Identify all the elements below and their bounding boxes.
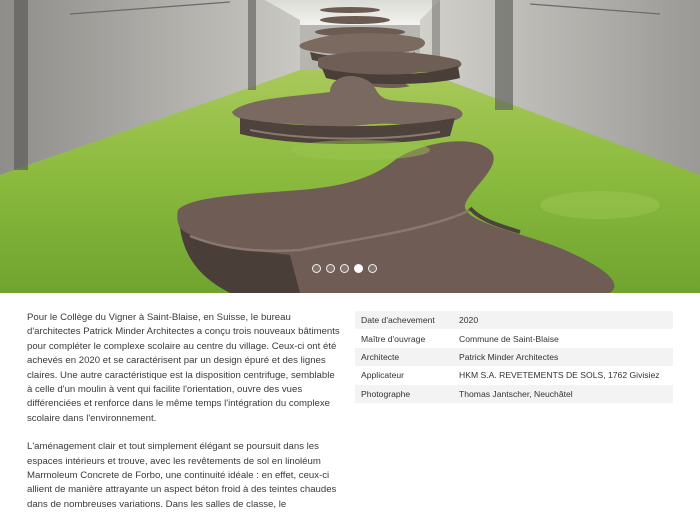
article-body xyxy=(27,311,342,526)
fact-value: Thomas Jantscher, Neuchâtel xyxy=(453,385,673,403)
project-facts-table xyxy=(355,311,673,403)
article-paragraph: L'aménagement clair et tout simplement élégant se poursuit dans les espaces intérieurs et trouve, avec les revêtements de sol en linoléum Marmoleum Concrete de Forbo, une continuité idéale : en effet, ceux-ci allient de manière attrayante un aspect béton froid à des teintes chaudes dans de nombreuses variations. Dans les salles de classe, le xyxy=(27,441,337,510)
fact-value: 2020 xyxy=(453,311,673,329)
carousel-dot-active[interactable] xyxy=(354,264,363,273)
table-row xyxy=(355,385,673,403)
carousel-dot[interactable] xyxy=(368,264,377,273)
fact-label: Applicateur xyxy=(361,370,404,381)
fact-value: Patrick Minder Architectes xyxy=(453,348,673,366)
carousel-dot[interactable] xyxy=(326,264,335,273)
fact-label: Date d'achevement xyxy=(355,311,453,329)
fact-label: Architecte xyxy=(355,348,453,366)
fact-label: Maître d'ouvrage xyxy=(361,333,426,344)
table-row xyxy=(355,311,673,329)
carousel-pagination xyxy=(312,264,377,276)
table-row xyxy=(355,366,673,384)
article-paragraph: Pour le Collège du Vigner à Saint-Blaise, en Suisse, le bureau d'architectes Patrick Minder Architectes a conçu trois nouveaux bâtiments pour compléter le complexe scolaire au centre du village. Ceux-ci ont été achevés en 2020 et se caractérisent par un design épuré et des lignes claires. Une autre caractéristique est la disposition centrifuge, semblable à celle d'un moulin à vent qui facilite l'orientation, ouvre des vues différenciées et renforce dans le même temps l'intégration du complexe scolaire dans l'environnement. xyxy=(27,312,340,424)
fact-label: Photographe xyxy=(355,385,453,403)
carousel-dot[interactable] xyxy=(312,264,321,273)
carousel-dot[interactable] xyxy=(340,264,349,273)
table-row xyxy=(355,348,673,366)
fact-value: Commune de Saint-Blaise xyxy=(459,333,559,344)
table-row xyxy=(355,329,673,347)
fact-value: HKM S.A. REVETEMENTS DE SOLS, 1762 Givisiez xyxy=(459,370,660,381)
